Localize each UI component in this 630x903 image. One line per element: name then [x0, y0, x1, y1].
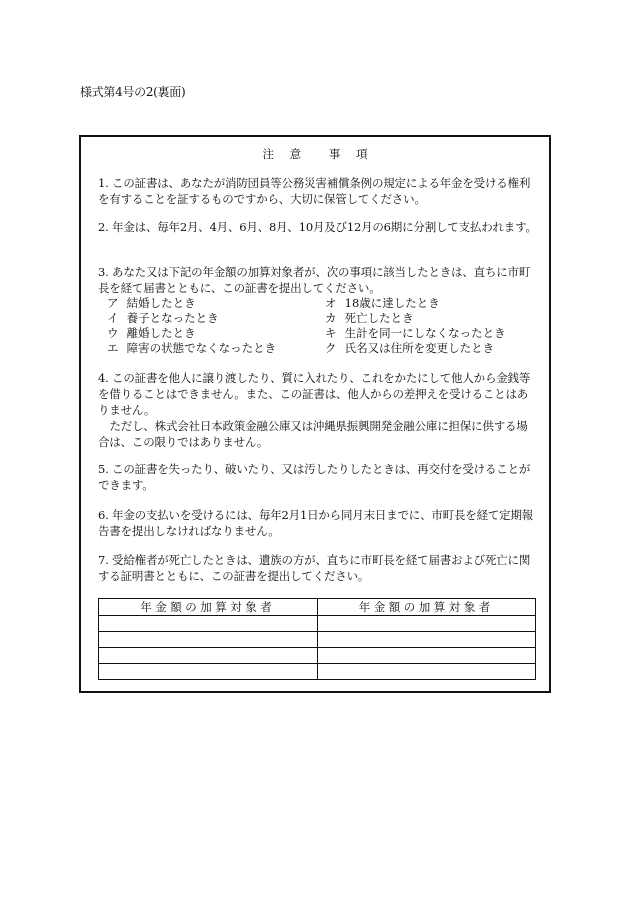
case-key: ウ — [107, 326, 119, 340]
table-cell — [99, 616, 318, 632]
case-key: イ — [107, 311, 119, 325]
form-number-label: 様式第4号の2(裏面) — [80, 85, 186, 99]
case-text: 離婚したとき — [126, 326, 196, 340]
item-text: 年金は、毎年2月、4月、6月、8月、10月及び12月の6期に分割して支払われます。 — [112, 220, 537, 234]
table-cell — [99, 632, 318, 648]
case-key: エ — [107, 341, 119, 355]
item-number: 3. — [98, 265, 109, 279]
table-cell — [317, 616, 536, 632]
item-text: 受給権者が死亡したときは、遺族の方が、直ちに市町長を経て届書および死亡に関する証明書とともに、この証書を提出してください。 — [98, 553, 531, 583]
notice-item-2 — [98, 219, 538, 235]
notice-heading — [81, 146, 549, 162]
case-item — [325, 296, 440, 311]
item-number: 7. — [98, 553, 109, 567]
item-number: 5. — [98, 462, 109, 476]
case-text: 生計を同一にしなくなったとき — [344, 326, 506, 340]
table-cell — [317, 632, 536, 648]
case-item — [107, 326, 196, 341]
item-number: 6. — [98, 508, 109, 522]
case-key: キ — [325, 326, 337, 340]
table-row — [99, 616, 536, 632]
case-item — [325, 326, 506, 341]
table-cell — [99, 648, 318, 664]
case-text: 18歳に達したとき — [344, 296, 440, 310]
case-key: カ — [325, 311, 337, 325]
case-key: ア — [107, 296, 119, 310]
case-text: 氏名又は住所を変更したとき — [344, 341, 495, 355]
item-text: この証書は、あなたが消防団員等公務災害補償条例の規定による年金を受ける権利を有することを証するものですから、大切に保管してください。 — [98, 176, 531, 206]
notice-item-7 — [98, 552, 538, 584]
notice-item-3 — [98, 264, 538, 296]
item-text: この証書を失ったり、破いたり、又は汚したりしたときは、再交付を受けることができます。 — [98, 462, 531, 492]
case-text: 死亡したとき — [344, 311, 414, 325]
case-text: 結婚したとき — [126, 296, 196, 310]
case-item — [107, 341, 276, 356]
item-number: 2. — [98, 220, 109, 234]
additional-recipient-table — [98, 598, 536, 680]
case-key: オ — [325, 296, 337, 310]
heading-char: 項 — [355, 147, 368, 161]
table-cell — [317, 648, 536, 664]
notice-item-5 — [98, 461, 538, 493]
table-cell — [99, 664, 318, 680]
heading-char: 注 — [262, 147, 275, 161]
notice-item-4 — [98, 370, 538, 450]
heading-char: 事 — [328, 147, 341, 161]
item-text-proviso: ただし、株式会社日本政策金融公庫又は沖縄県振興開発金融公庫に担保に供する場合は、この限りではありません。 — [98, 419, 528, 449]
notice-frame — [79, 135, 551, 693]
item-number: 1. — [98, 176, 109, 190]
table-cell — [317, 664, 536, 680]
case-item — [325, 311, 414, 326]
case-key: ク — [325, 341, 337, 355]
column-header: 年金額の加算対象者 — [317, 599, 536, 616]
notice-item-1 — [98, 175, 538, 207]
item-text: あなた又は下記の年金額の加算対象者が、次の事項に該当したときは、直ちに市町長を経て届書とともに、この証書を提出してください。 — [98, 265, 531, 295]
case-item — [325, 341, 494, 356]
table-row — [99, 632, 536, 648]
item-text: この証書を他人に譲り渡したり、質に入れたり、これをかたにして他人から金銭等を借りることはできません。また、この証書は、他人からの差押えを受けることはありません。 — [98, 371, 531, 417]
item-number: 4. — [98, 371, 109, 385]
case-text: 障害の状態でなくなったとき — [126, 341, 277, 355]
table-row — [99, 648, 536, 664]
case-item — [107, 296, 196, 311]
notice-item-6 — [98, 507, 538, 539]
item-text: 年金の支払いを受けるには、毎年2月1日から同月末日までに、市町長を経て定期報告書を提出しなければなりません。 — [98, 508, 534, 538]
table-row — [99, 664, 536, 680]
case-text: 養子となったとき — [126, 311, 219, 325]
heading-char: 意 — [289, 147, 302, 161]
column-header: 年金額の加算対象者 — [99, 599, 318, 616]
case-item — [107, 311, 219, 326]
table-header-row — [99, 599, 536, 616]
